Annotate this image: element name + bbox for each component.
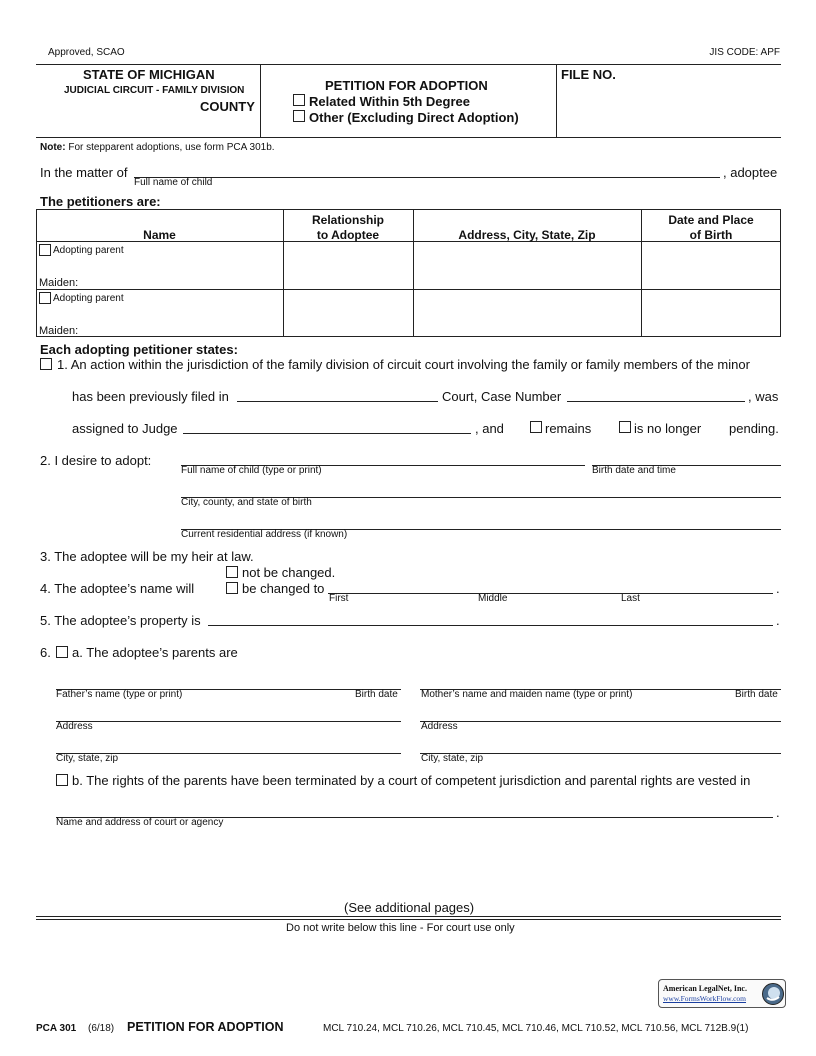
father-birth-caption: Birth date (355, 689, 398, 700)
mother-city-caption: City, state, zip (421, 753, 484, 764)
note-text: For stepparent adoptions, use form PCA 301b. (68, 142, 275, 153)
file-no-label: FILE NO. (561, 67, 616, 82)
adoptee-birth-caption: Birth date and time (592, 465, 676, 476)
item4-period: . (776, 581, 780, 596)
mcl-references: MCL 710.24, MCL 710.26, MCL 710.45, MCL 710.46, MCL 710.52, MCL 710.56, MCL 712B.9(1) (323, 1023, 749, 1034)
matter-prefix: In the matter of (40, 165, 128, 180)
logo-url: www.FormsWorkFlow.com (663, 994, 747, 1003)
item6b-text: b. The rights of the parents have been terminated by a court of competent jurisdiction and parental rights are vested in (72, 773, 751, 788)
not-changed-checkbox[interactable] (226, 566, 238, 578)
logo-company: American LegalNet, Inc. (663, 984, 747, 993)
adopting-parent-2-checkbox[interactable] (39, 292, 51, 304)
birth-place-caption: City, county, and state of birth (181, 497, 312, 508)
see-additional-pages: (See additional pages) (344, 900, 475, 915)
form-id: PCA 301 (36, 1023, 77, 1034)
be-changed-label: be changed to (242, 581, 325, 596)
form-title: PETITION FOR ADOPTION (325, 78, 488, 93)
court-use-rule-2 (36, 919, 781, 920)
globe-icon (761, 982, 785, 1006)
note (40, 142, 275, 153)
publisher-logo (658, 979, 786, 1008)
circuit-label: JUDICIAL CIRCUIT - FAMILY DIVISION (64, 85, 245, 96)
father-name-caption: Father’s name (type or print) (56, 689, 183, 700)
court-use-rule-1 (36, 916, 781, 917)
remains-label: remains (545, 421, 592, 436)
mother-address-caption: Address (421, 721, 458, 732)
adoptee-name-caption: Full name of child (type or print) (181, 465, 322, 476)
item6-number: 6. (40, 645, 51, 660)
father-address-caption: Address (56, 721, 93, 732)
mother-birth-caption: Birth date (735, 689, 778, 700)
item6b-checkbox[interactable] (56, 774, 68, 786)
residential-address-caption: Current residential address (if known) (181, 529, 348, 540)
caption-divider-right (556, 64, 557, 137)
approved-label: Approved, SCAO (48, 47, 125, 58)
other-checkbox[interactable] (293, 110, 305, 122)
caption-top-rule (36, 64, 781, 65)
judge-field[interactable] (183, 433, 471, 434)
petitioners-heading: The petitioners are: (40, 194, 161, 209)
be-changed-checkbox[interactable] (226, 582, 238, 594)
item3-text: 3. The adoptee will be my heir at law. (40, 549, 254, 564)
middle-caption: Middle (478, 593, 508, 604)
remains-checkbox[interactable] (530, 421, 542, 433)
item1-and: , and (475, 421, 504, 436)
caption-bottom-rule (36, 137, 781, 138)
adopting-parent-1-checkbox[interactable] (39, 244, 51, 256)
no-longer-label: is no longer (634, 421, 702, 436)
item6a-checkbox[interactable] (56, 646, 68, 658)
form-date: (6/18) (88, 1023, 115, 1034)
item1-court-label: Court, Case Number (442, 389, 562, 404)
mother-name-caption: Mother’s name and maiden name (type or print) (421, 689, 633, 700)
mother-address-field[interactable] (420, 721, 781, 722)
adopting-parent-2-label: Adopting parent (53, 293, 124, 304)
footer-form-title: PETITION FOR ADOPTION (127, 1020, 284, 1034)
col-dob-2: of Birth (689, 228, 733, 242)
child-name-field[interactable] (134, 177, 720, 178)
other-label: Other (Excluding Direct Adoption) (309, 110, 519, 125)
pending-label: pending. (729, 421, 779, 436)
case-number-field[interactable] (567, 401, 745, 402)
note-label: Note: (40, 142, 66, 153)
item2-text: 2. I desire to adopt: (40, 453, 152, 468)
maiden-2-label: Maiden: (39, 325, 79, 337)
not-changed-label: not be changed. (242, 565, 336, 580)
court-use-label: Do not write below this line - For court use only (286, 922, 515, 934)
item6b-period: . (776, 805, 780, 820)
last-caption: Last (621, 593, 640, 604)
col-relationship-2: to Adoptee (316, 228, 380, 242)
item5-text: 5. The adoptee’s property is (40, 613, 201, 628)
col-relationship-1: Relationship (311, 213, 384, 227)
item1-filed-label: has been previously filed in (72, 389, 229, 404)
maiden-1-label: Maiden: (39, 277, 79, 289)
item6a-text: a. The adoptee’s parents are (72, 645, 238, 660)
col-dob-1: Date and Place (668, 213, 754, 227)
item5-period: . (776, 613, 780, 628)
court-field[interactable] (237, 401, 438, 402)
county-label: COUNTY (200, 99, 255, 114)
father-address-field[interactable] (56, 721, 401, 722)
states-heading: Each adopting petitioner states: (40, 342, 238, 357)
col-address: Address, City, State, Zip (458, 228, 596, 242)
property-field[interactable] (208, 625, 773, 626)
adopting-parent-1-label: Adopting parent (53, 245, 124, 256)
no-longer-checkbox[interactable] (619, 421, 631, 433)
item1-text: 1. An action within the jurisdiction of the family division of circuit court involving the family or family members of the minor (57, 357, 750, 372)
new-name-field[interactable] (328, 593, 773, 594)
child-name-caption: Full name of child (134, 177, 213, 188)
matter-suffix: , adoptee (723, 165, 778, 180)
item1-judge-label: assigned to Judge (72, 421, 178, 436)
court-agency-caption: Name and address of court or agency (56, 817, 224, 828)
jis-code: JIS CODE: APF (709, 47, 780, 58)
table-row-rule (36, 289, 781, 290)
father-city-caption: City, state, zip (56, 753, 119, 764)
first-caption: First (329, 593, 349, 604)
caption-divider-left (260, 64, 261, 137)
item4-text: 4. The adoptee’s name will (40, 581, 195, 596)
item1-checkbox[interactable] (40, 358, 52, 370)
col-name: Name (143, 228, 176, 242)
state-label: STATE OF MICHIGAN (83, 67, 215, 82)
related-checkbox[interactable] (293, 94, 305, 106)
item1-was: , was (748, 389, 779, 404)
related-label: Related Within 5th Degree (309, 94, 470, 109)
